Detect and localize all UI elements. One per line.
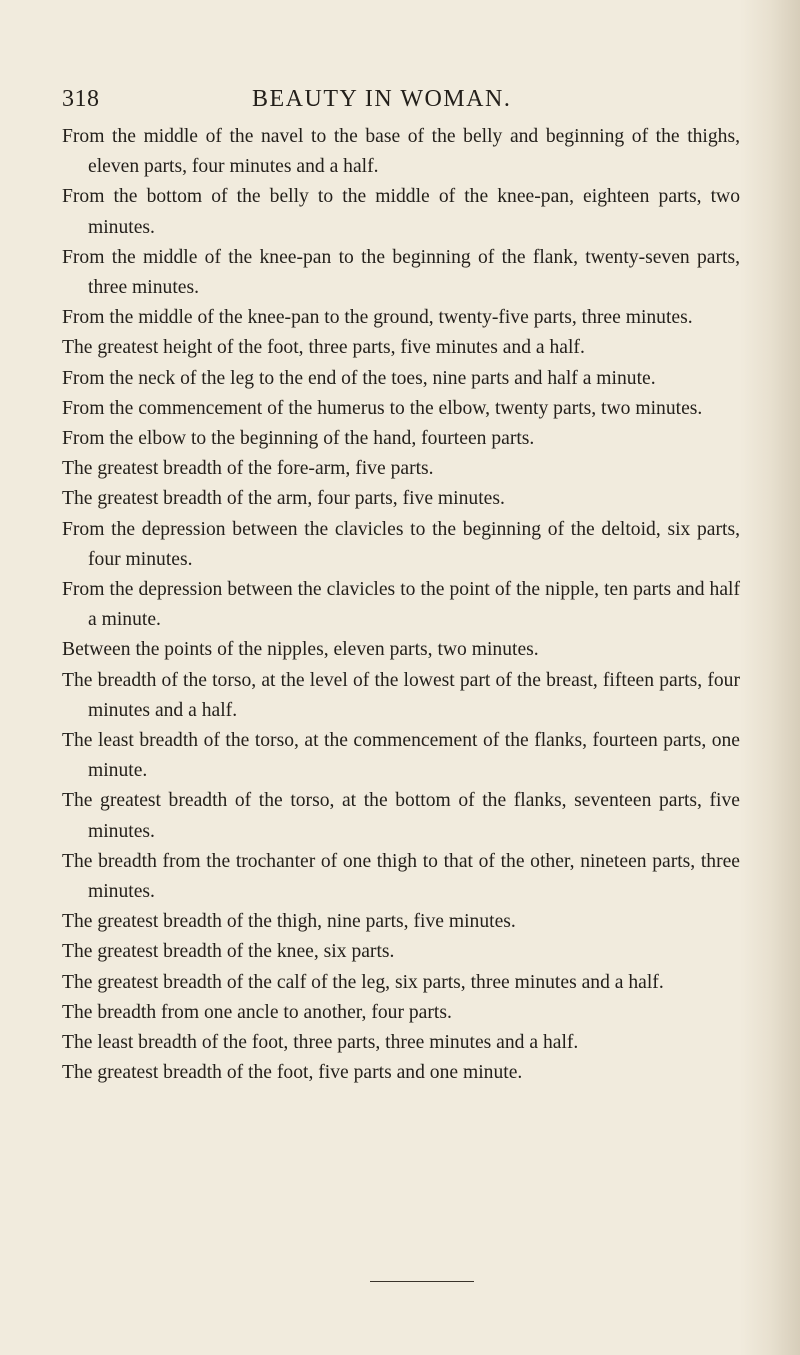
measurement-entry: The greatest breadth of the calf of the leg, six parts, three minutes and a half. [62,971,664,993]
measurement-entry: From the middle of the navel to the base of the belly and beginning of the thighs, eleven parts, four minutes and a half. [62,126,740,178]
measurement-entry: The greatest breadth of the foot, five parts and one minute. [62,1062,523,1084]
measurement-entry: The breadth from the trochanter of one thigh to that of the other, nineteen parts, three minutes. [62,850,740,903]
measurement-entry: From the bottom of the belly to the middle of the knee-pan, eighteen parts, two minutes. [62,186,740,238]
measurement-entry: The greatest height of the foot, three parts, five minutes and a half. [62,337,585,359]
measurement-entry: From the neck of the leg to the end of the toes, nine parts and half a minute. [62,367,656,389]
measurement-entry: From the elbow to the beginning of the hand, fourteen parts. [62,428,535,450]
measurement-entry: From the commencement of the humerus to the elbow, twenty parts, two minutes. [62,397,703,419]
measurement-entry: The breadth of the torso, at the level of the lowest part of the breast, fifteen parts, four minutes and a half. [62,669,740,721]
running-title: BEAUTY IN WOMAN. [252,86,512,112]
running-head [62,86,722,120]
measurement-list [62,122,740,1089]
measurement-entry: The least breadth of the torso, at the commencement of the flanks, fourteen parts, one minute. [62,730,740,782]
measurement-entry: The greatest breadth of the arm, four parts, five minutes. [62,488,505,510]
measurement-entry: From the depression between the clavicles to the point of the nipple, ten parts and half a minute. [62,579,740,631]
section-end-rule [370,1281,474,1282]
measurement-entry: The greatest breadth of the torso, at the bottom of the flanks, seventeen parts, five minutes. [62,790,740,842]
measurement-entry: The greatest breadth of the thigh, nine parts, five minutes. [62,911,516,933]
measurement-entry: From the depression between the clavicles to the beginning of the deltoid, six parts, four minutes. [62,518,740,570]
page-number: 318 [62,86,100,112]
measurement-entry: The greatest breadth of the knee, six parts. [62,941,395,963]
measurement-entry: From the middle of the knee-pan to the ground, twenty-five parts, three minutes. [62,307,693,329]
measurement-entry: From the middle of the knee-pan to the beginning of the flank, twenty-seven parts, three minutes. [62,246,740,299]
measurement-entry: The breadth from one ancle to another, four parts. [62,1001,452,1023]
measurement-entry: Between the points of the nipples, eleven parts, two minutes. [62,639,539,661]
measurement-entry: The greatest breadth of the fore-arm, five parts. [62,458,434,480]
measurement-entry: The least breadth of the foot, three parts, three minutes and a half. [62,1032,579,1054]
